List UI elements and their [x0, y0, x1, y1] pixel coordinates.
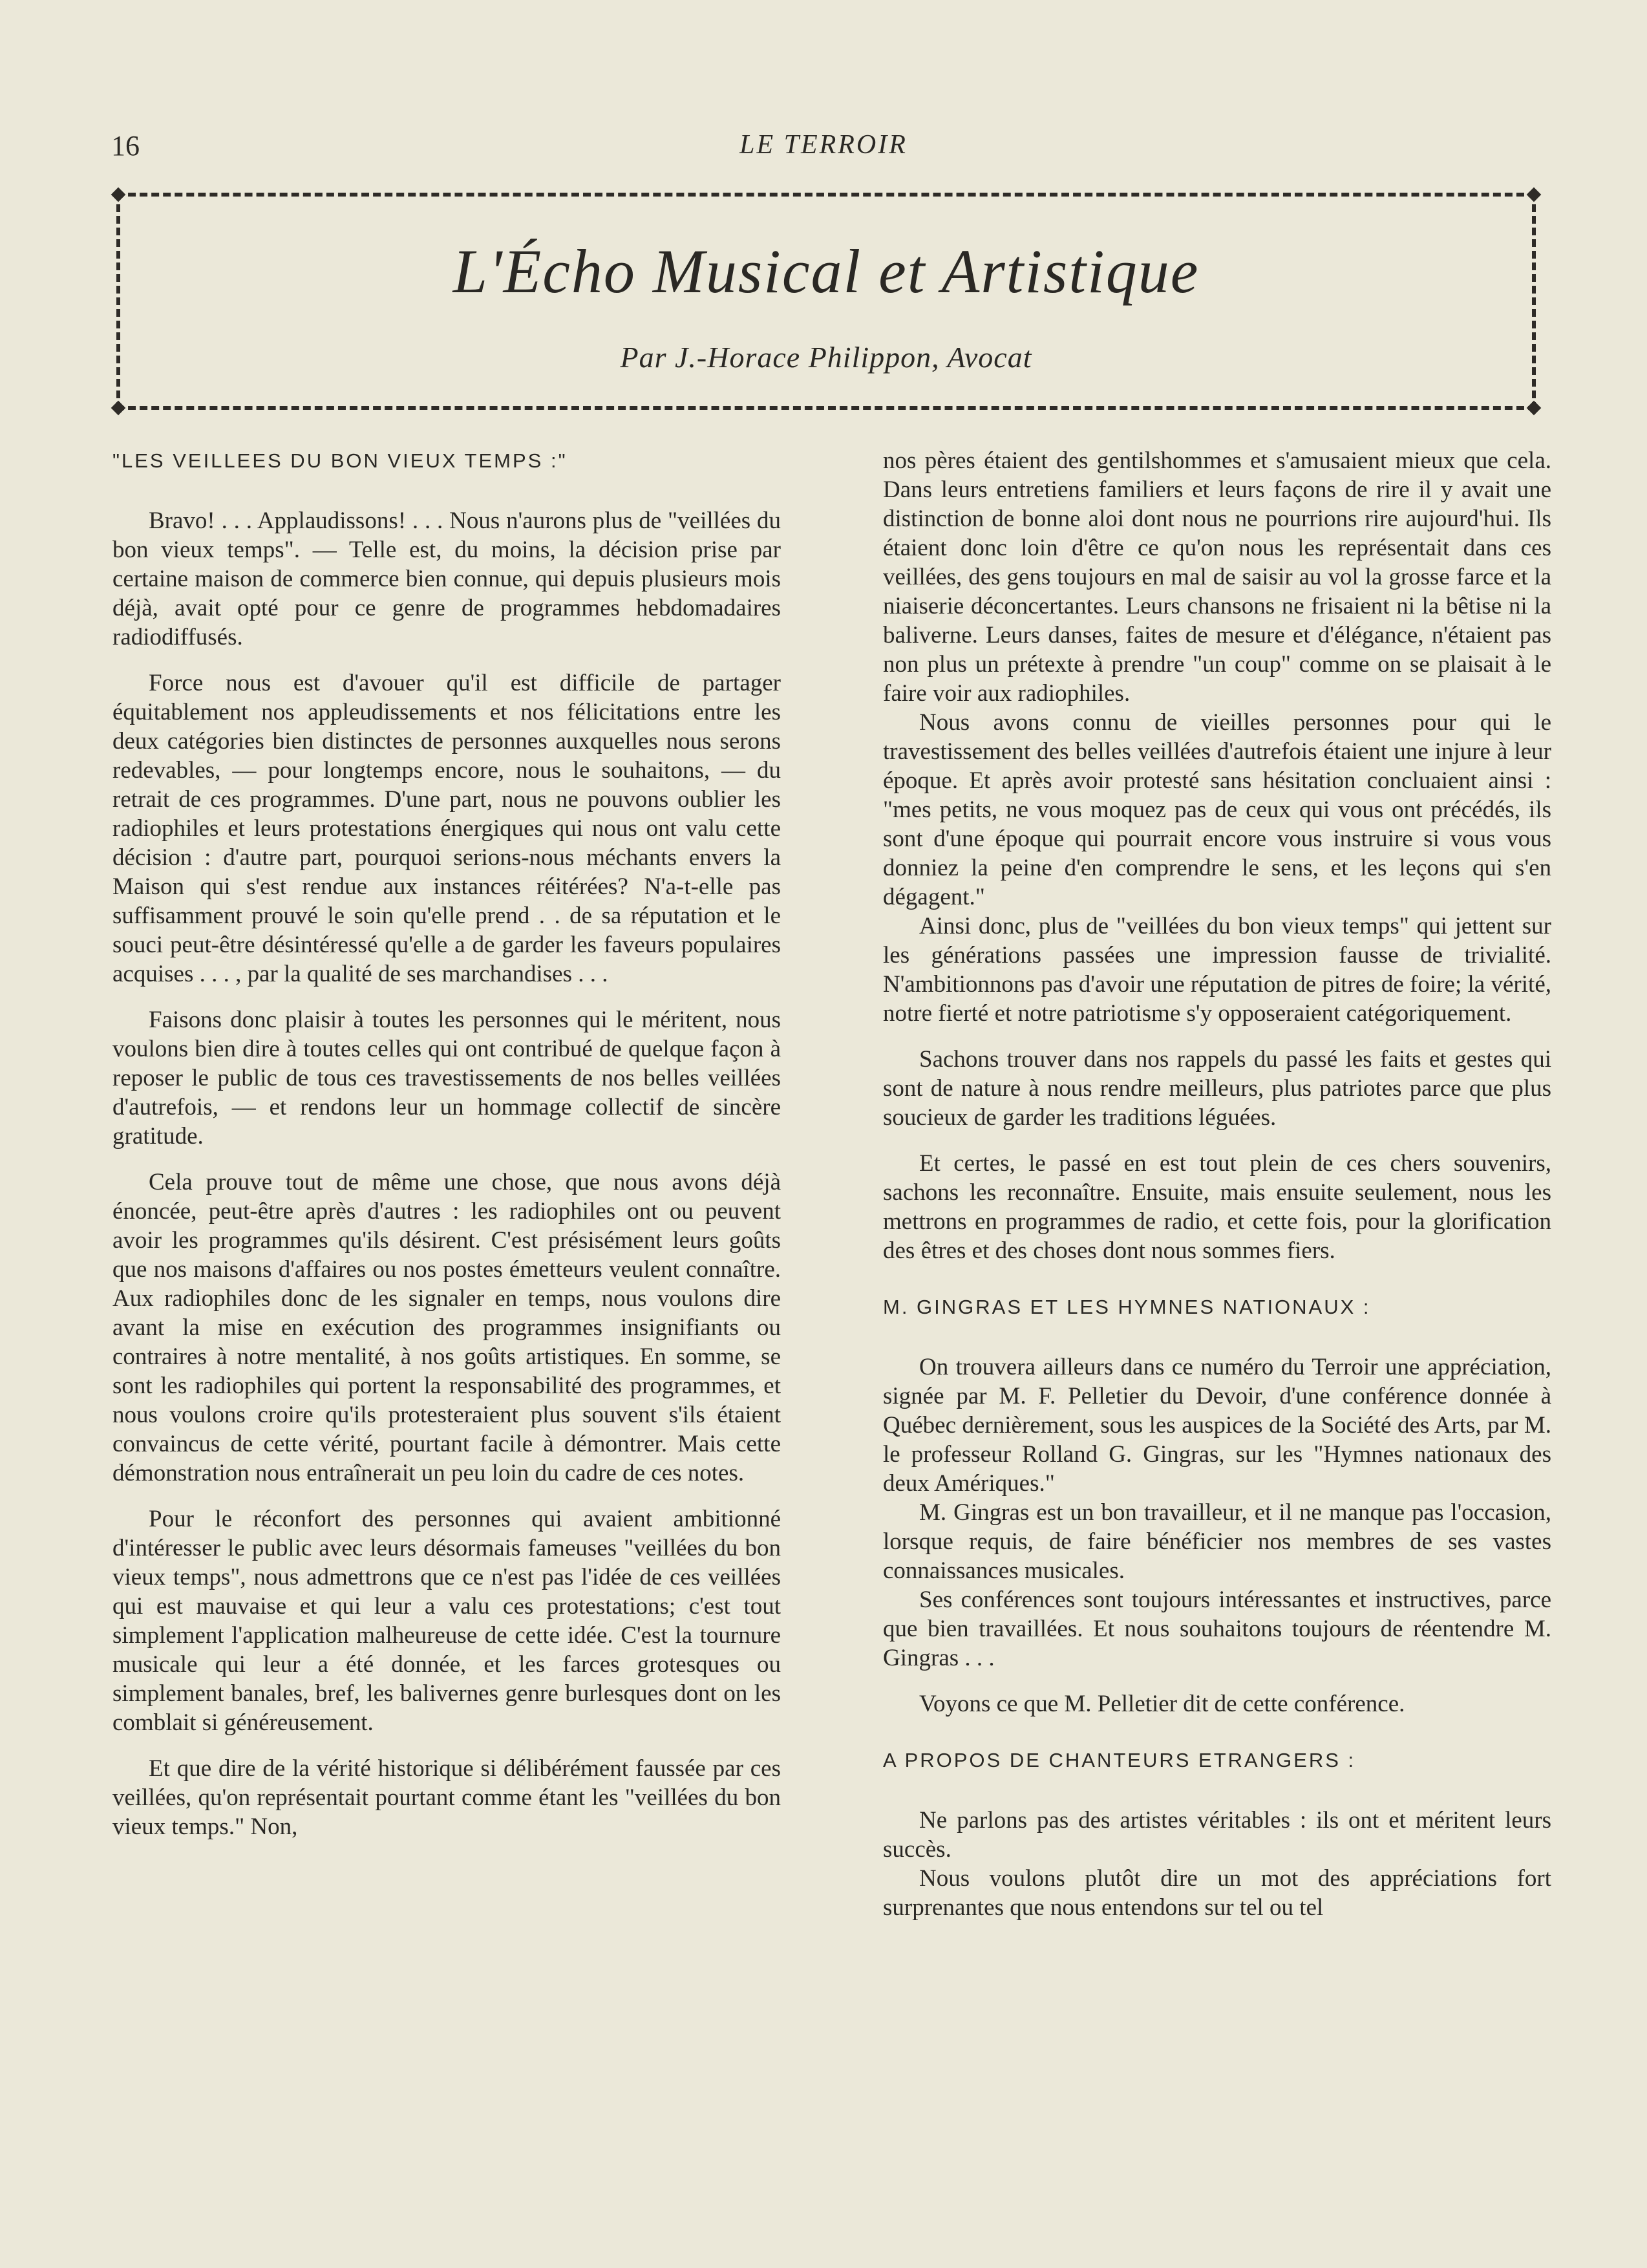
section-heading: M. GINGRAS ET LES HYMNES NATIONAUX :: [883, 1296, 1371, 1318]
paragraph: Ne parlons pas des artistes véritables : ils ont et méritent leurs succès.: [883, 1807, 1551, 1863]
left-column: [112, 446, 781, 1858]
paragraph: nos pères étaient des gentilshommes et s'amusaient mieux que cela. Dans leurs entretiens familiers et leurs façons de rire il y avait une distinction de bonne aloi dont nous ne pourrions rire aujourd'hui. Ils étaient donc loin d'être ce qu'on nous les représentait dans ces veillées, des gens toujours en mal de saisir au vol la grosse farce et la niaiserie déconcertantes. Leurs chansons ne frisaient ni la bêtise ni la baliverne. Leurs danses, faites de mesure et d'élégance, n'étaient pas non plus un prétexte à prendre "un coup" comme on se plaisait à le faire voir aux radiophiles.: [883, 447, 1551, 707]
paragraph: Ainsi donc, plus de "veillées du bon vieux temps" qui jettent sur les générations passées une impression fausse de trivialité. N'ambitionnons pas d'avoir une réputation de pitres de foire; la vérité, notre fierté et notre patriotisme s'y opposeraient catégoriquement.: [883, 913, 1551, 1027]
paragraph: Nous voulons plutôt dire un mot des appréciations fort surprenantes que nous entendons sur tel ou tel: [883, 1865, 1551, 1921]
paragraph: Ses conférences sont toujours intéressantes et instructives, parce que bien travaillées. Et nous souhaitons toujours de réentendre M. Gingras . . .: [883, 1587, 1551, 1671]
right-column: [883, 446, 1551, 1939]
ornament-corner-icon: [1527, 401, 1542, 416]
paragraph: Faisons donc plaisir à toutes les personnes qui le méritent, nous voulons bien dire à toutes celles qui ont contribué de quelque façon à reposer le public de tous ces travestissements de nos belles veillées d'autrefois, — et rendons leur un hommage collectif de sincère gratitude.: [112, 1007, 781, 1150]
paragraph: Cela prouve tout de même une chose, que nous avons déjà énoncée, peut-être après d'autres : les radiophiles ont ou peuvent avoir les programmes qu'ils désirent. C'est présisément leurs goûts que nos maisons d'affaires ou nos postes émetteurs veulent connaître. Aux radiophiles donc de les signaler en temps, nous voulons dire avant la mise en exécution des programmes insignifiants ou contraires à notre mentalité, à nos goûts artistiques. En somme, se sont les radiophiles qui portent la responsabilité des programmes, et nous voulons croire qu'ils protesteraient plus souvent s'ils étaient convaincus de cette vérité, pourtant facile à démontrer. Mais cette démonstration nous entraînerait un peu loin du cadre de ces notes.: [112, 1169, 781, 1486]
page-number: 16: [111, 130, 140, 162]
paragraph: Bravo! . . . Applaudissons! . . . Nous n'aurons plus de "veillées du bon vieux temps". — Telle est, du moins, la décision prise par certaine maison de commerce bien connue, qui depuis plusieurs mois déjà, avait opté pour ce genre de programmes hebdomadaires radiodiffusés.: [112, 508, 781, 650]
title-box: [116, 193, 1536, 410]
paragraph: Force nous est d'avouer qu'il est difficile de partager équitablement nos appleudissements et nos félicitations entre les deux catégories bien distinctes de personnes auxquelles nous serons redevables, — pour longtemps encore, nous le souhaitons, — du retrait de ces programmes. D'une part, nous ne pouvons oublier les radiophiles et leurs protestations énergiques qui nous ont valu cette décision : d'autre part, pourquoi serions-nous méchants envers la Maison qui s'est rendue aux instances réitérées? N'a-t-elle pas suffisamment prouvé le soin qu'elle prend . . de sa réputation et le souci peut-être désintéressé qu'elle a de garder les faveurs populaires acquises . . . , par la qualité de ses marchandises . . .: [112, 670, 781, 987]
ornament-corner-icon: [1527, 187, 1542, 202]
paragraph: Et que dire de la vérité historique si délibérément faussée par ces veillées, qu'on représentait pourtant comme étant les "veillées du bon vieux temps." Non,: [112, 1755, 781, 1840]
article-byline: Par J.-Horace Philippon, Avocat: [620, 341, 1032, 374]
paragraph: Pour le réconfort des personnes qui avaient ambitionné d'intéresser le public avec leurs désormais fameuses "veillées du bon vieux temps", nous admettrons que ce n'est pas l'idée de ces veillées qui est mauvaise et qui leur a valu ces protestations; c'est tout simplement l'application malheureuse de cette idée. C'est la tournure musicale qui leur a été donnée, et les farces grotesques ou simplement banales, bref, les balivernes genre burlesques dont on les comblait si généreusement.: [112, 1506, 781, 1736]
section-heading: A PROPOS DE CHANTEURS ETRANGERS :: [883, 1749, 1356, 1771]
paragraph: Sachons trouver dans nos rappels du passé les faits et gestes qui sont de nature à nous rendre meilleurs, plus patriotes parce que plus soucieux de garder les traditions léguées.: [883, 1046, 1551, 1131]
paragraph: On trouvera ailleurs dans ce numéro du Terroir une appréciation, signée par M. F. Pelletier du Devoir, d'une conférence donnée à Québec dernièrement, sous les auspices de la Société des Arts, par M. le professeur Rolland G. Gingras, sur les "Hymnes nationaux des deux Amériques.": [883, 1354, 1551, 1497]
article-title: L'Écho Musical et Artistique: [452, 237, 1200, 306]
paragraph: M. Gingras est un bon travailleur, et il ne manque pas l'occasion, lorsque requis, de faire bénéficier nos membres de ses vastes connaissances musicales.: [883, 1499, 1551, 1584]
ornament-corner-icon: [111, 401, 126, 416]
running-title: LE TERROIR: [739, 130, 908, 160]
paragraph: Et certes, le passé en est tout plein de ces chers souvenirs, sachons les reconnaître. Ensuite, mais ensuite seulement, nous les mettrons en programmes de radio, et cette fois, pour la glorification des êtres et des choses dont nous sommes fiers.: [883, 1150, 1551, 1264]
paragraph: Nous avons connu de vieilles personnes pour qui le travestissement des belles veillées d'autrefois étaient une injure à leur époque. Et après avoir protesté sans hésitation concluaient ainsi : "mes petits, ne vous moquez pas de ceux qui vous ont précédés, ils sont d'une époque qui pourrait encore vous instruire si vous vous donniez la peine d'en comprendre le sens, et les leçons qui s'en dégagent.": [883, 709, 1551, 910]
ornament-corner-icon: [111, 187, 126, 202]
section-heading: "LES VEILLEES DU BON VIEUX TEMPS :": [112, 449, 568, 472]
paragraph: Voyons ce que M. Pelletier dit de cette conférence.: [919, 1691, 1405, 1717]
